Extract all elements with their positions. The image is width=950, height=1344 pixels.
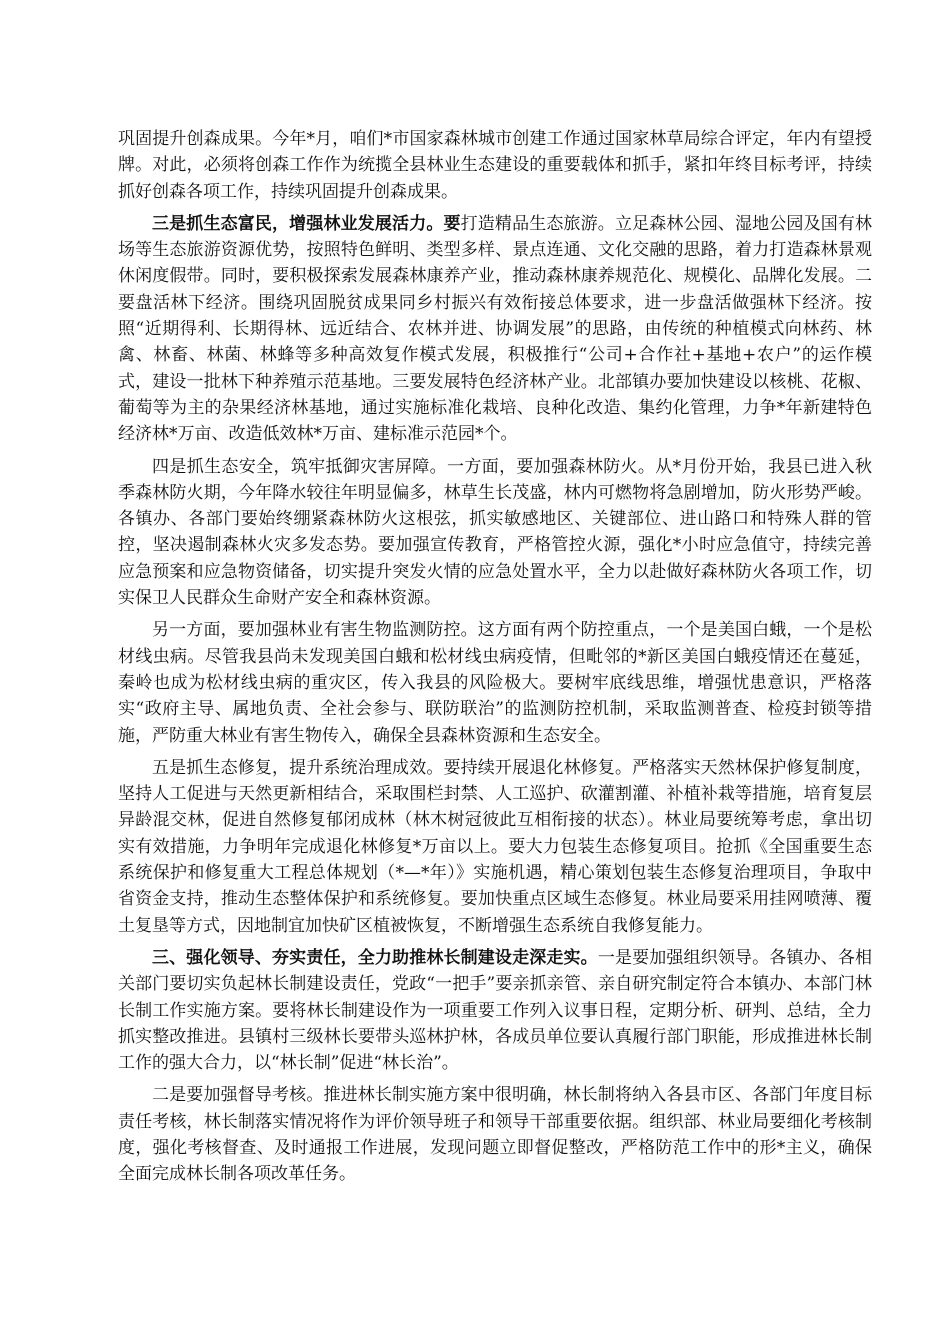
document-body [118,126,872,1194]
paragraph-2 [118,211,872,448]
paragraph-lead: 三、强化领导、夯实责任，全力助推林长制建设走深走实。 [152,947,598,968]
paragraph-5 [118,755,872,939]
paragraph-text: 巩固提升创森成果。今年*月，咱们*市国家森林城市创建工作通过国家林草局综合评定，年内有望授牌。对此，必须将创森工作作为统揽全县林业生态建设的重要载体和抓手，紧扣年终目标考评，持续抓好创森各项工作，持续巩固提升创森成果。 [118,129,872,202]
paragraph-6 [118,945,872,1076]
paragraph-text: 另一方面，要加强林业有害生物监测防控。这方面有两个防控重点，一个是美国白蛾，一个是松材线虫病。尽管我县尚未发现美国白蛾和松材线虫病疫情，但毗邻的*新区美国白蛾疫情还在蔓延，秦岭也成为松材线虫病的重灾区，传入我县的风险极大。要树牢底线思维，增强忧患意识，严格落实“政府主导、属地负责、全社会参与、联防联治”的监测防控机制，采取监测普查、检疫封锁等措施，严防重大林业有害生物传入，确保全县森林资源和生态安全。 [118,620,872,746]
paragraph-7 [118,1082,872,1187]
paragraph-3 [118,454,872,612]
paragraph-1 [118,126,872,205]
paragraph-lead: 三是抓生态富民，增强林业发展活力。要 [152,213,461,234]
paragraph-text: 打造精品生态旅游。立足森林公园、湿地公园及国有林场等生态旅游资源优势，按照特色鲜明、类型多样、景点连通、文化交融的思路，着力打造森林景观休闲度假带。同时，要积极探索发展森林康养产业，推动森林康养规范化、规模化、品牌化发展。二要盘活林下经济。围绕巩固脱贫成果同乡村振兴有效衔接总体要求，进一步盘活做强林下经济。按照“近期得利、长期得林、远近结合、农林并进、协调发展”的思路，由传统的种植模式向林药、林禽、林畜、林菌、林蜂等多种高效复作模式发展，积极推行“公司+合作社+基地+农户”的运作模式，建设一批林下种养殖示范基地。三要发展特色经济林产业。北部镇办要加快建设以核桃、花椒、葡萄等为主的杂果经济林基地，通过实施标准化栽培、良种化改造、集约化管理，力争*年新建特色经济林*万亩、改造低效林*万亩、建标准示范园*个。 [118,213,873,445]
paragraph-text: 四是抓生态安全，筑牢抵御灾害屏障。一方面，要加强森林防火。从*月份开始，我县已进入秋季森林防火期，今年降水较往年明显偏多，林草生长茂盛，林内可燃物将急剧增加，防火形势严峻。各镇办、各部门要始终绷紧森林防火这根弦，抓实敏感地区、关键部位、进山路口和特殊人群的管控，坚决遏制森林火灾多发态势。要加强宣传教育，严格管控火源，强化*小时应急值守，持续完善应急预案和应急物资储备，切实提升突发火情的应急处置水平，全力以赴做好森林防火各项工作，切实保卫人民群众生命财产安全和森林资源。 [118,456,872,609]
paragraph-text: 二是要加强督导考核。推进林长制实施方案中很明确，林长制将纳入各县市区、各部门年度目标责任考核，林长制落实情况将作为评价领导班子和领导干部重要依据。组织部、林业局要细化考核制度，强化考核督查、及时通报工作进展，发现问题立即督促整改，严格防范工作中的形*主义，确保全面完成林长制各项改革任务。 [118,1085,872,1185]
paragraph-text: 一是要加强组织领导。各镇办、各相关部门要切实负起林长制建设责任，党政“一把手”要亲抓亲管、亲自研究制定符合本镇办、本部门林长制工作实施方案。要将林长制建设作为一项重要工作列入议事日程，定期分析、研判、总结，全力抓实整改推进。县镇村三级林长要带头巡林护林，各成员单位要认真履行部门职能，形成推进林长制工作的强大合力，以“林长制”促进“林长治”。 [118,947,873,1074]
paragraph-4 [118,617,872,748]
paragraph-text: 五是抓生态修复，提升系统治理成效。要持续开展退化林修复。严格落实天然林保护修复制度，坚持人工促进与天然更新相结合，采取围栏封禁、人工巡护、砍灌割灌、补植补栽等措施，培育复层异龄混交林，促进自然修复郁闭成林（林木树冠彼此互相衔接的状态）。林业局要统筹考虑，拿出切实有效措施，力争明年完成退化林修复*万亩以上。要大力包装生态修复项目。抢抓《全国重要生态系统保护和修复重大工程总体规划（*—*年）》实施机遇，精心策划包装生态修复治理项目，争取中省资金支持，推动生态整体保护和系统修复。要加快重点区域生态修复。林业局要采用挂网喷薄、覆土复垦等方式，因地制宜加快矿区植被恢复，不断增强生态系统自我修复能力。 [118,757,872,936]
